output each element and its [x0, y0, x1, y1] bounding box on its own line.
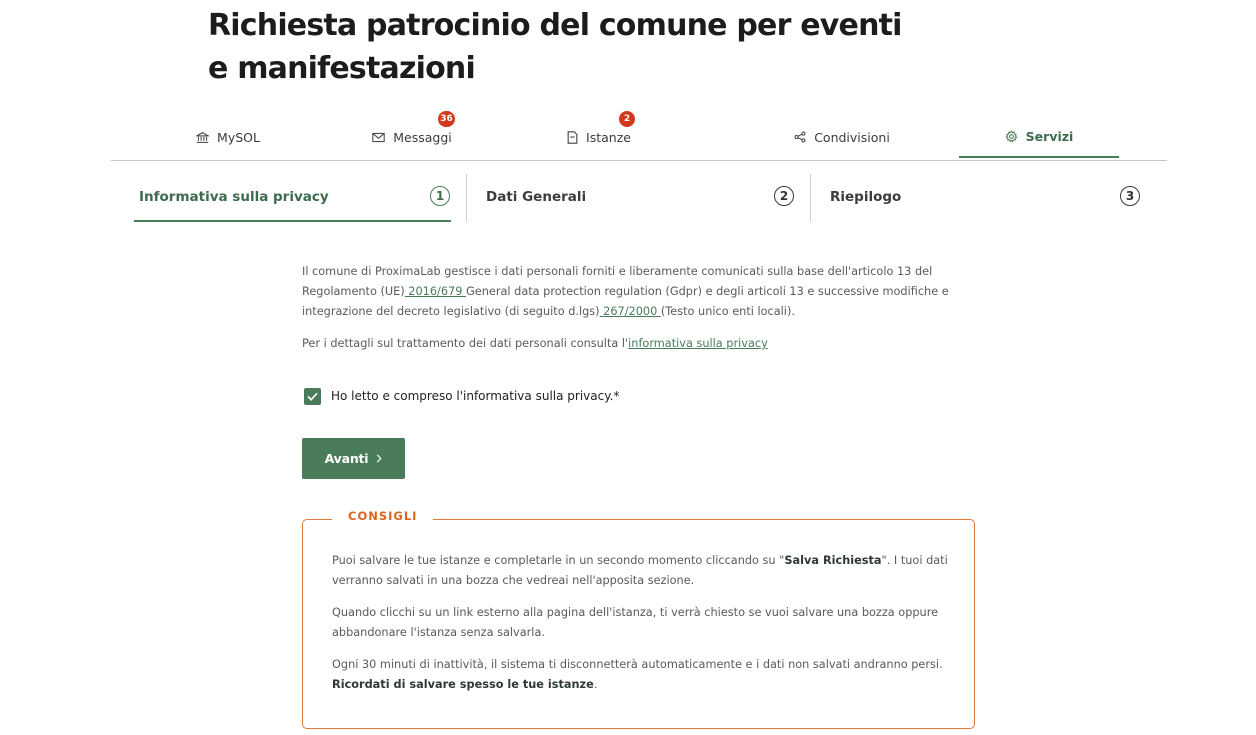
bank-icon [196, 131, 209, 144]
nav-item-servizi[interactable] [959, 116, 1119, 158]
privacy-consent-checkbox[interactable] [304, 388, 321, 405]
document-icon [567, 131, 578, 144]
step-label: Riepilogo [830, 189, 902, 205]
tip-external-link: Quando clicchi su un link esterno alla pagina dell'istanza, ti verrà chiesto se vuoi salvare una bozza oppure abbandonare l'istanza senza salvarla. [332, 606, 939, 639]
step-label: Informativa sulla privacy [139, 189, 329, 205]
tip-text: Ogni 30 minuti di inattività, il sistema ti disconnetterà automaticamente e i dati non salvati andranno persi. [332, 658, 943, 671]
tip-save-draft [332, 551, 952, 591]
step-number-3: 3 [1120, 186, 1140, 206]
share-icon [794, 131, 806, 143]
step-divider [810, 174, 811, 222]
step-number-1: 1 [430, 186, 450, 206]
tips-title: CONSIGLI [332, 509, 433, 523]
regulation-link-2016-679[interactable]: 2016/679 [404, 285, 467, 298]
privacy-details-paragraph [302, 334, 972, 354]
tip-text: Puoi salvare le tue istanze e completarle in un secondo momento cliccando su " [332, 554, 785, 567]
privacy-text: Il comune di ProximaLab gestisce i dati personali forniti e liberamente comunicati sulla base dell'articolo 13 del Regolamento (UE) [302, 265, 933, 298]
envelope-icon [372, 132, 385, 143]
nav-label-istanze: Istanze [586, 129, 631, 145]
nav-label-servizi: Servizi [1025, 128, 1074, 144]
nav-label-messaggi: Messaggi [393, 129, 452, 145]
step-divider [466, 174, 467, 222]
step-label: Dati Generali [486, 189, 587, 205]
step-informativa-privacy[interactable] [134, 174, 451, 222]
privacy-text: (Testo unico enti locali). [660, 305, 795, 318]
nav-label-condivisioni: Condivisioni [814, 129, 890, 145]
privacy-text: General data protection regulation (Gdpr) e degli articoli 13 e successive modifiche e integrazione del decreto legislativo (di seguito d.lgs) [302, 285, 949, 318]
checkmark-icon [307, 392, 318, 401]
nav-item-mysol[interactable] [148, 116, 308, 158]
nav-item-messaggi[interactable] [332, 113, 492, 158]
privacy-consent-label: Ho letto e compreso l'informativa sulla privacy.* [331, 389, 620, 403]
istanze-count-badge: 2 [619, 111, 635, 127]
tip-text: . [593, 678, 598, 691]
chevron-right-icon [376, 454, 382, 463]
privacy-consent-row [304, 386, 619, 406]
gear-icon [1005, 130, 1018, 143]
decree-link-267-2000[interactable]: 267/2000 [599, 305, 661, 318]
step-riepilogo[interactable] [830, 174, 1141, 220]
nav-item-condivisioni[interactable] [762, 116, 922, 158]
step-dati-generali[interactable] [486, 174, 795, 220]
tip-text: ". I tuoi dati verranno salvati in una bozza che vedreai nell'apposita sezione. [332, 554, 948, 587]
tip-inactivity [332, 655, 952, 695]
page-title: Richiesta patrocinio del comune per eventi e manifestazioni [208, 8, 902, 86]
privacy-details-text: Per i dettagli sul trattamento dei dati personali consulta l' [302, 337, 629, 350]
step-number-2: 2 [774, 186, 794, 206]
tip-bold-text: Salva Richiesta [784, 554, 882, 567]
nav-label-mysol: MySOL [217, 129, 260, 145]
next-button-label: Avanti [324, 451, 369, 466]
next-button[interactable] [302, 438, 405, 479]
privacy-policy-link[interactable]: informativa sulla privacy [628, 337, 768, 350]
messages-count-badge: 36 [438, 111, 455, 127]
tip-bold-text: Ricordati di salvare spesso le tue istanze [332, 678, 594, 691]
top-navigation [111, 113, 1167, 161]
privacy-paragraph [302, 262, 972, 322]
nav-item-istanze[interactable] [519, 113, 679, 158]
